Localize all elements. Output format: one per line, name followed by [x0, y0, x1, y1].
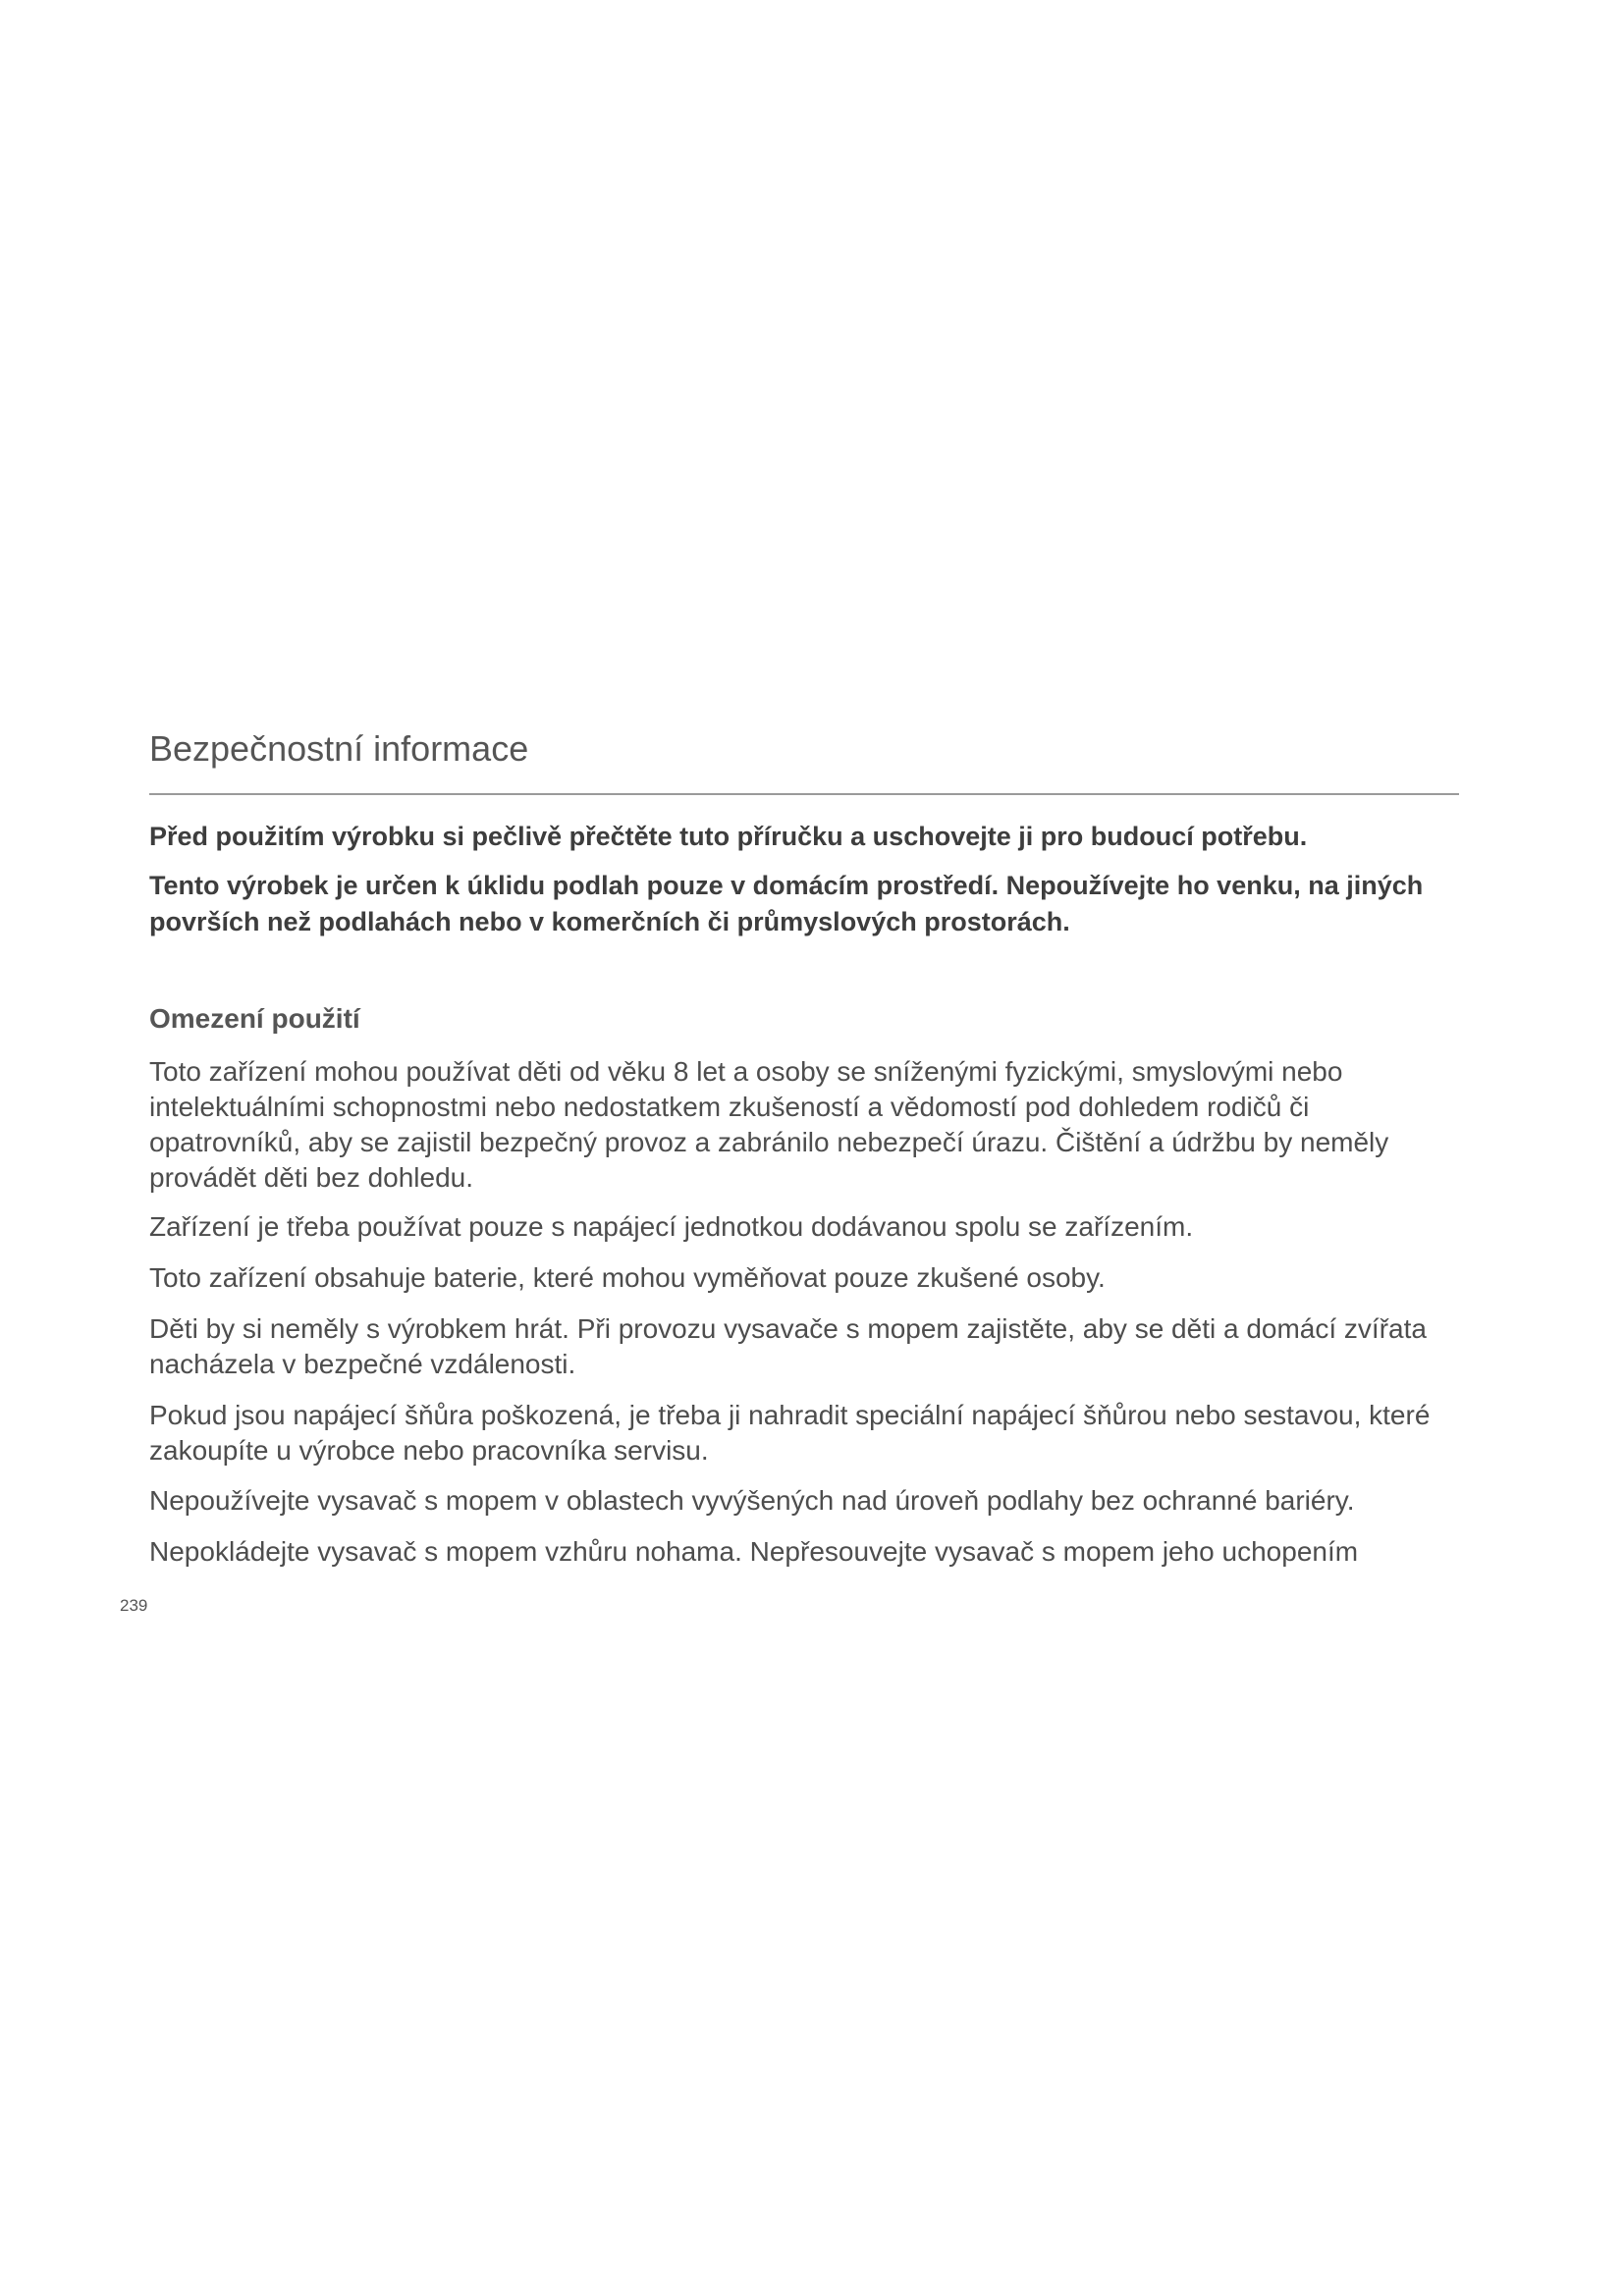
subheading-usage-restrictions: Omezení použití — [149, 1003, 360, 1034]
page-number: 239 — [120, 1596, 148, 1615]
paragraph-upside-down: Nepokládejte vysavač s mopem vzhůru nohama. Nepřesouvejte vysavač s mopem jeho uchopením — [149, 1536, 1359, 1567]
intro-warning-read-manual: Před použitím výrobku si pečlivě přečtěte tuto příručku a uschovejte ji pro budoucí potřebu. — [149, 822, 1308, 851]
section-title: Bezpečnostní informace — [149, 728, 529, 769]
paragraph-batteries: Toto zařízení obsahuje baterie, které mohou vyměňovat pouze zkušené osoby. — [149, 1262, 1106, 1293]
paragraph-elevated-areas: Nepoužívejte vysavač s mopem v oblastech vyvýšených nad úroveň podlahy bez ochranné bariéry. — [149, 1485, 1355, 1516]
section-divider — [149, 793, 1459, 795]
intro-warning-intended-use: Tento výrobek je určen k úklidu podlah pouze v domácím prostředí. Nepoužívejte ho venku, na jiných površích než podlahách nebo v komerčních či průmyslových prostorách. — [149, 871, 1424, 936]
paragraph-power-cord: Pokud jsou napájecí šňůra poškozená, je třeba ji nahradit speciální napájecí šňůrou nebo sestavou, které zakoupíte u výrobce nebo pracovníka servisu. — [149, 1400, 1431, 1466]
paragraph-children-pets: Děti by si neměly s výrobkem hrát. Při provozu vysavače s mopem zajistěte, aby se děti a domácí zvířata nacházela v bezpečné vzdálenosti. — [149, 1313, 1427, 1379]
paragraph-power-supply: Zařízení je třeba používat pouze s napájecí jednotkou dodávanou spolu se zařízením. — [149, 1211, 1194, 1242]
paragraph-children-supervision: Toto zařízení mohou používat děti od věku 8 let a osoby se sníženými fyzickými, smyslovými nebo intelektuálními schopnostmi nebo nedostatkem zkušeností a vědomostí pod dohledem rodičů či opatrovníků, aby se zajistil bezpečný provoz a zabránilo nebezpečí úrazu. Čištění a údržbu by neměly provádět děti bez dohledu. — [149, 1056, 1389, 1193]
